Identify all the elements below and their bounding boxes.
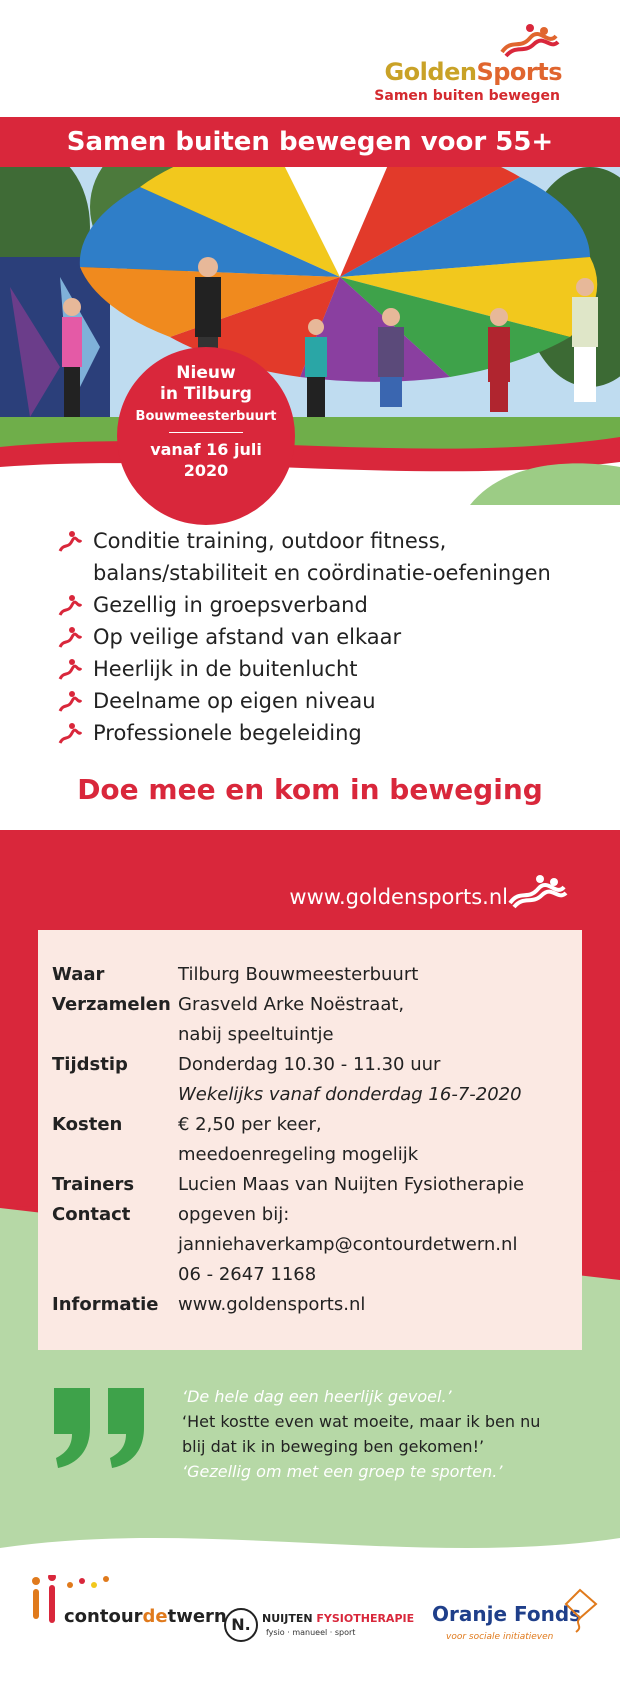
- value-waar: Tilburg Bouwmeesterbuurt: [178, 964, 419, 985]
- badge-city: in Tilburg: [160, 384, 252, 404]
- brand-name: GoldenSports: [384, 58, 562, 86]
- nuijten-logo: NUIJTEN FYSIOTHERAPIE: [262, 1612, 415, 1625]
- goldensports-runners-icon: [506, 873, 568, 909]
- testimonial-2b: blij dat ik in beweging ben gekomen!’: [182, 1437, 485, 1456]
- value-informatie[interactable]: www.goldensports.nl: [178, 1294, 366, 1315]
- group-parachute-photo: [0, 167, 620, 505]
- page-title: Samen buiten bewegen voor 55+: [0, 117, 620, 167]
- contourdetwern-logo: contourdetwern: [64, 1606, 227, 1627]
- label-verzamelen: Verzamelen: [52, 994, 171, 1015]
- badge-year: 2020: [183, 461, 229, 480]
- testimonials: [182, 1384, 602, 1484]
- value-kosten-2: meedoenregeling mogelijk: [178, 1144, 419, 1165]
- value-tijdstip: Donderdag 10.30 - 11.30 uur: [178, 1054, 441, 1075]
- website-link[interactable]: www.goldensports.nl: [289, 885, 508, 909]
- runner-icon: [58, 531, 82, 553]
- oranje-fonds-tagline: voor sociale initiatieven: [446, 1632, 554, 1642]
- list-item: Conditie training, outdoor fitness, balans/stabiliteit en coördinatie-oefeningen: [58, 525, 598, 589]
- list-item: Professionele begeleiding: [58, 717, 598, 749]
- value-verzamelen-2: nabij speeltuintje: [178, 1024, 334, 1045]
- testimonial-1: ‘De hele dag een heerlijk gevoel.’: [182, 1387, 452, 1406]
- label-contact: Contact: [52, 1204, 131, 1225]
- goldensports-runners-icon: [496, 22, 560, 58]
- quote-icon: [48, 1388, 152, 1468]
- footer-wave: [0, 1508, 620, 1568]
- call-to-action: Doe mee en kom in beweging: [77, 773, 543, 806]
- badge-divider: [169, 432, 243, 433]
- value-kosten: € 2,50 per keer,: [178, 1114, 322, 1135]
- value-contact: opgeven bij:: [178, 1204, 290, 1225]
- badge-neighbourhood: Bouwmeesterbuurt: [135, 409, 277, 424]
- list-item: Heerlijk in de buitenlucht: [58, 653, 598, 685]
- value-verzamelen: Grasveld Arke Noëstraat,: [178, 994, 405, 1015]
- runner-icon: [58, 627, 82, 649]
- badge-date: vanaf 16 juli: [150, 440, 262, 459]
- list-item: Deelname op eigen niveau: [58, 685, 598, 717]
- list-item: Op veilige afstand van elkaar: [58, 621, 598, 653]
- goldensports-logo: [362, 22, 562, 107]
- info-panel: [38, 930, 582, 1350]
- label-waar: Waar: [52, 964, 105, 985]
- benefits-list: [58, 525, 598, 749]
- nuijten-logo-mark: N.: [224, 1608, 258, 1642]
- nuijten-tagline: fysio · manueel · sport: [266, 1628, 356, 1637]
- oranje-fonds-logo: Oranje Fonds: [432, 1602, 582, 1626]
- list-item: Gezellig in groepsverband: [58, 589, 598, 621]
- value-tijdstip-2: Wekelijks vanaf donderdag 16-7-2020: [178, 1084, 522, 1105]
- brand-tagline: Samen buiten bewegen: [374, 88, 560, 104]
- label-tijdstip: Tijdstip: [52, 1054, 128, 1075]
- label-trainers: Trainers: [52, 1174, 135, 1195]
- contact-email[interactable]: janniehaverkamp@contourdetwern.nl: [178, 1234, 518, 1255]
- contact-phone[interactable]: 06 - 2647 1168: [178, 1264, 317, 1285]
- value-trainers: Lucien Maas van Nuijten Fysiotherapie: [178, 1174, 525, 1195]
- kite-icon: [560, 1588, 600, 1634]
- new-location-badge: [117, 347, 295, 525]
- runner-icon: [58, 659, 82, 681]
- label-kosten: Kosten: [52, 1114, 123, 1135]
- badge-new: Nieuw: [176, 363, 236, 383]
- label-informatie: Informatie: [52, 1294, 159, 1315]
- runner-icon: [58, 691, 82, 713]
- runner-icon: [58, 595, 82, 617]
- runner-icon: [58, 723, 82, 745]
- testimonial-3: ‘Gezellig om met een groep te sporten.’: [182, 1462, 503, 1481]
- testimonial-2: ‘Het kostte even wat moeite, maar ik ben nu: [182, 1412, 541, 1431]
